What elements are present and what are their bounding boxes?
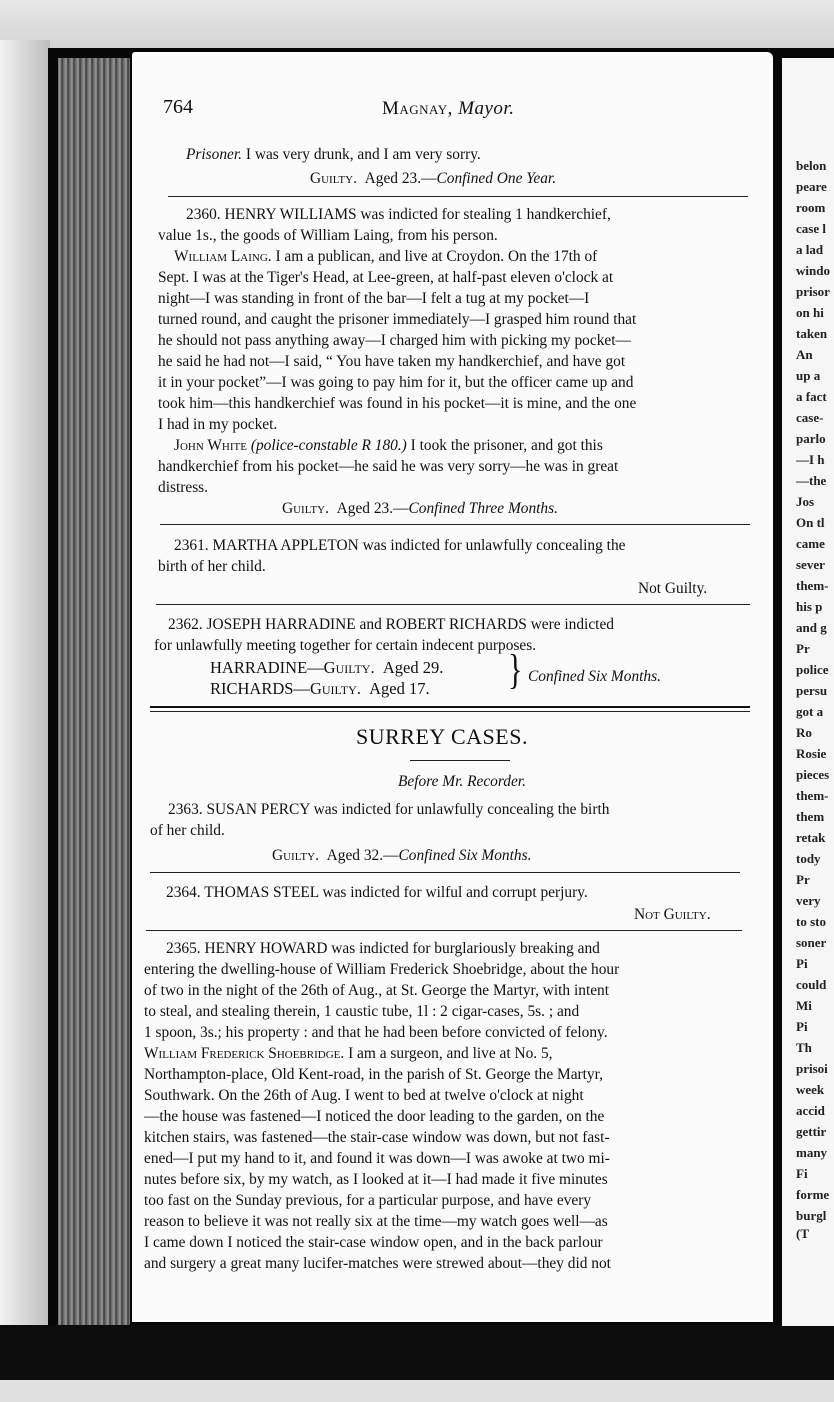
facing-page-fragment: On tl — [796, 515, 825, 530]
text-line: kitchen stairs, was fastened—the stair-case window was down, but not fast- — [144, 1129, 610, 1146]
facing-page-fragment: —I h — [796, 452, 825, 467]
text-line: entering the dwelling-house of William Frederick Shoebridge, about the hour — [144, 961, 620, 978]
facing-page-fragment: his p — [796, 599, 823, 614]
text-line: Sept. I was at the Tiger's Head, at Lee-green, at half-past eleven o'clock at — [158, 269, 614, 286]
facing-page-fragment: Pr — [796, 872, 810, 887]
text-line: nutes before six, by my watch, as I looked at it—I had made it five minutes — [144, 1171, 608, 1188]
facing-page-fragment: on hi — [796, 305, 824, 320]
case-divider — [156, 604, 750, 605]
witness-text: I took the prisoner, and got this — [406, 437, 603, 454]
facing-page-fragment: them- — [796, 788, 829, 803]
facing-page-fragment: case- — [796, 410, 824, 425]
facing-page-fragment: a fact — [796, 389, 827, 404]
witness-line — [174, 437, 603, 455]
facing-page-fragment: up a — [796, 368, 821, 383]
text-line: 2360. HENRY WILLIAMS was indicted for stealing 1 handkerchief, — [186, 206, 611, 223]
facing-page-fragment: taken — [796, 326, 828, 341]
facing-page-fragment: peare — [796, 179, 827, 194]
facing-page-fragment: prisor — [796, 284, 830, 299]
witness-text: I am a publican, and live at Croydon. On the 17th of — [271, 248, 598, 265]
facing-page-fragment: Pi — [796, 1019, 808, 1034]
running-title: Magnay, Mayor. — [382, 98, 515, 119]
defendant-verdict: Guilty. — [323, 658, 375, 677]
text-line: 2365. HENRY HOWARD was indicted for burglariously breaking and — [166, 940, 600, 957]
text-line: distress. — [158, 479, 209, 496]
statement-text: I was very drunk, and I am very sorry. — [242, 146, 481, 163]
verdict: Not Guilty. — [638, 580, 708, 597]
text-line: it in your pocket”—I was going to pay him for it, but the officer came up and — [158, 374, 634, 391]
witness-name: William Frederick Shoebridge. — [144, 1045, 345, 1062]
defendant-line — [210, 679, 430, 699]
running-title-office: Mayor. — [458, 98, 515, 119]
facing-page — [782, 58, 834, 1326]
text-line: 1 spoon, 3s.; his property : and that he had been before convicted of felony. — [144, 1024, 608, 1041]
facing-page-fragment: Pr — [796, 641, 810, 656]
facing-page-fragment: got a — [796, 704, 824, 719]
text-line: I came down I noticed the stair-case window open, and in the back parlour — [144, 1234, 603, 1251]
sentence: Aged 23.— — [364, 170, 437, 187]
subheading-text: Before Mr. Recorder. — [398, 773, 526, 790]
sentence: Aged 23.— — [336, 500, 409, 517]
facing-page-fragment: very — [796, 893, 821, 908]
verdict — [634, 906, 711, 924]
defendant-name: HARRADINE— — [210, 658, 324, 677]
facing-page-fragment: Th — [796, 1040, 812, 1055]
facing-page-fragment: forme — [796, 1187, 830, 1202]
facing-page-fragment: room — [796, 200, 826, 215]
defendant-verdict: Guilty. — [309, 679, 361, 698]
text-line: too fast on the Sunday previous, for a particular purpose, and have every — [144, 1192, 592, 1209]
facing-page-fragment: Rosie — [796, 746, 827, 761]
verdict: Guilty. — [310, 170, 357, 187]
prisoner-statement — [186, 146, 481, 164]
scan-left-margin — [0, 40, 50, 1402]
text-line: 2363. SUSAN PERCY was indicted for unlawfully concealing the birth — [168, 801, 610, 818]
facing-page-fragment: came — [796, 536, 825, 551]
facing-page-fragment: Jos — [796, 494, 815, 509]
verdict-line — [282, 500, 558, 518]
facing-page-fragment: police — [796, 662, 829, 677]
facing-page-fragment: case l — [796, 221, 826, 236]
joint-sentence — [528, 668, 661, 686]
text-line: and surgery a great many lucifer-matches were strewed about—they did not — [144, 1255, 611, 1272]
scan-bottom-margin — [0, 1380, 834, 1402]
section-rule — [150, 711, 750, 712]
facing-page-fragment: pieces — [796, 767, 830, 782]
witness-role: (police-constable R 180.) — [246, 437, 407, 454]
page-edges — [58, 58, 130, 1330]
facing-page-fragment: sever — [796, 557, 825, 572]
facing-page-fragment: An — [796, 347, 813, 362]
facing-page-fragment: windo — [796, 263, 830, 278]
brace-glyph: } — [508, 647, 523, 694]
facing-page-fragment: many — [796, 1145, 828, 1160]
witness-text: I am a surgeon, and live at No. 5, — [344, 1045, 553, 1062]
defendant-age: Aged 17. — [369, 679, 430, 698]
section-rule — [150, 706, 750, 708]
case-divider — [160, 524, 750, 525]
facing-page-fragment: persu — [796, 683, 828, 698]
verdict-line — [310, 170, 556, 188]
facing-page-fragment: parlo — [796, 431, 826, 446]
verdict: Guilty. — [282, 500, 329, 517]
text-line: value 1s., the goods of William Laing, from his person. — [158, 227, 498, 244]
page-number: 764 — [163, 96, 193, 118]
text-line: —the house was fastened—I noticed the door leading to the garden, on the — [144, 1108, 605, 1125]
text-line: turned round, and caught the prisoner immediately—I grasped him round that — [158, 311, 637, 328]
facing-page-fragment: could — [796, 977, 827, 992]
facing-page-fragment: a lad — [796, 242, 824, 257]
case-divider — [146, 930, 742, 931]
text-line: Northampton-place, Old Kent-road, in the parish of St. George the Martyr, — [144, 1066, 603, 1083]
defendant-line — [210, 658, 443, 678]
facing-page-fragment: accid — [796, 1103, 825, 1118]
facing-page-fragment: them- — [796, 578, 829, 593]
text-line: night—I was standing in front of the bar—I felt a tug at my pocket—I — [158, 290, 590, 307]
facing-page-fragment: retak — [796, 830, 826, 845]
text-line: of her child. — [150, 822, 225, 839]
verdict: Guilty. — [272, 847, 319, 864]
text-line: reason to believe it was not really six at the time—my watch goes well—as — [144, 1213, 608, 1230]
sentence-italic: Confined Six Months. — [398, 847, 532, 864]
running-title-name: Magnay — [382, 98, 448, 119]
text-line: Southwark. On the 26th of Aug. I went to bed at twelve o'clock at night — [144, 1087, 584, 1104]
text-line: he said he had not—I said, “ You have taken my handkerchief, and have got — [158, 353, 626, 370]
case-divider — [150, 872, 740, 873]
text-line: of two in the night of the 26th of Aug., at St. George the Martyr, with intent — [144, 982, 610, 999]
section-heading: SURREY CASES. — [356, 724, 528, 749]
text-line: for unlawfully meeting together for certain indecent purposes. — [154, 637, 537, 654]
verdict-line — [272, 847, 531, 865]
witness-name: William Laing. — [174, 248, 272, 265]
sentence: Aged 32.— — [326, 847, 399, 864]
facing-page-fragment: Ro — [796, 725, 812, 740]
facing-page-fragment: (T — [796, 1226, 809, 1241]
text-line: I had in my pocket. — [158, 416, 278, 433]
facing-page-fragment: Fi — [796, 1166, 808, 1181]
witness-name: John White — [174, 437, 247, 454]
facing-page-fragment: burgl — [796, 1208, 827, 1223]
text-line: to steal, and stealing therein, 1 caustic tube, 1l : 2 cigar-cases, 5s. ; and — [144, 1003, 580, 1020]
sentence-italic: Confined Six Months. — [528, 668, 661, 685]
witness-line — [174, 248, 597, 266]
speaker-label: Prisoner. — [186, 146, 243, 163]
heading-underline — [410, 760, 510, 761]
facing-page-fragment: soner — [796, 935, 827, 950]
facing-page-fragment: prisoi — [796, 1061, 828, 1076]
facing-page-fragment: gettir — [796, 1124, 827, 1139]
facing-page-fragment: them — [796, 809, 825, 824]
defendant-name: RICHARDS— — [210, 679, 310, 698]
sentence-italic: Confined One Year. — [436, 170, 557, 187]
case-divider — [168, 196, 748, 197]
facing-page-fragment: —the — [796, 473, 827, 488]
witness-line — [144, 1045, 553, 1063]
section-subheading — [398, 773, 526, 791]
facing-page-fragment: belon — [796, 158, 827, 173]
facing-page-fragment: week — [796, 1082, 825, 1097]
sentence-italic: Confined Three Months. — [408, 500, 558, 517]
text-line: ened—I put my hand to it, and found it was down—I was awoke at two mi- — [144, 1150, 610, 1167]
facing-page-fragment: Mi — [796, 998, 812, 1013]
text-line: he should not pass anything away—I charged him with picking my pocket— — [158, 332, 631, 349]
text-line: 2361. MARTHA APPLETON was indicted for unlawfully concealing the — [174, 537, 626, 554]
verdict-text: Not Guilty. — [634, 906, 711, 923]
facing-page-fragment: tody — [796, 851, 821, 866]
facing-page-fragment: and g — [796, 620, 827, 635]
text-line: 2362. JOSEPH HARRADINE and ROBERT RICHARDS were indicted — [168, 616, 614, 633]
text-line: handkerchief from his pocket—he said he was very sorry—he was in great — [158, 458, 619, 475]
facing-page-fragment: Pi — [796, 956, 808, 971]
facing-page-fragment: to sto — [796, 914, 826, 929]
text-line: took him—this handkerchief was found in his pocket—it is mine, and the one — [158, 395, 637, 412]
text-line: birth of her child. — [158, 558, 266, 575]
text-line: 2364. THOMAS STEEL was indicted for wilful and corrupt perjury. — [166, 884, 588, 901]
defendant-age: Aged 29. — [382, 658, 444, 677]
